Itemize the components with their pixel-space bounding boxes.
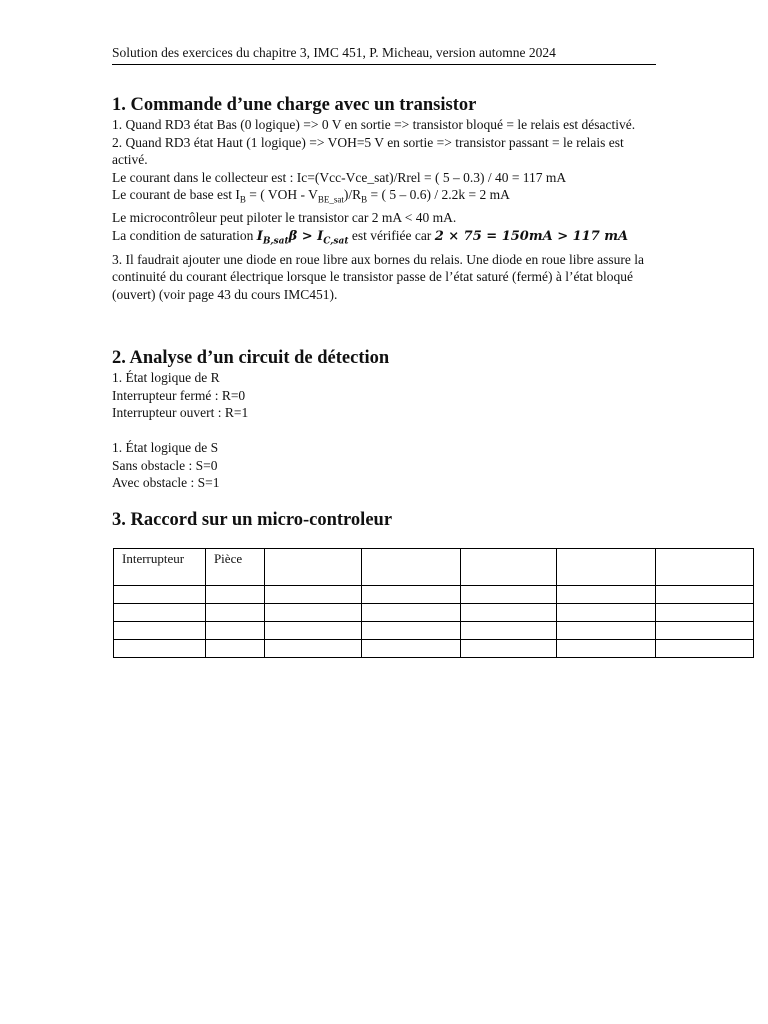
spacer xyxy=(112,422,657,440)
table-cell xyxy=(656,604,754,622)
table-cell xyxy=(264,549,361,586)
table-cell xyxy=(656,549,754,586)
table-cell xyxy=(460,604,557,622)
section-3 xyxy=(112,509,657,531)
s-obstacle: Avec obstacle : S=1 xyxy=(112,475,220,490)
r-closed: Interrupteur fermé : R=0 xyxy=(112,387,246,403)
table-cell xyxy=(361,604,460,622)
table-cell xyxy=(205,604,264,622)
answer-2: 2. Quand RD3 état Haut (1 logique) => VOH=5 V en sortie => transistor passant = le relais est activé. xyxy=(112,134,624,167)
r-open: Interrupteur ouvert : R=1 xyxy=(112,405,249,420)
micro-capability: Le microcontrôleur peut piloter le transistor car 2 mA < 40 mA. xyxy=(112,210,457,226)
table-row xyxy=(114,640,754,658)
table-cell xyxy=(361,586,460,604)
section-1 xyxy=(112,94,657,303)
answer-3: 3. Il faudrait ajouter une diode en roue libre aux bornes du relais. Une diode en roue libre assure la continuité du courant électrique lorsque le transistor passe de l’état saturé (fermé) à l’état bloqué (ouvert) (voir page 43 du cours IMC451). xyxy=(112,251,644,302)
answer-1: 1. Quand RD3 état Bas (0 logique) => 0 V en sortie => transistor bloqué = le relais est désactivé. xyxy=(112,117,636,132)
base-current: Le courant de base est $I_B$ = ( VOH - $V_{BE\_sat})/R_B$ = ( 5 – 0.6) / 2.2k = 2 mA xyxy=(112,187,510,205)
table-cell xyxy=(264,640,361,658)
table-cell xyxy=(361,549,460,586)
s-state-heading: 1. État logique de S xyxy=(112,440,219,455)
table-cell xyxy=(656,640,754,658)
table-cell xyxy=(460,549,557,586)
table-row xyxy=(114,586,754,604)
page-header: Solution des exercices du chapitre 3, IMC 451, P. Micheau, version automne 2024 xyxy=(112,45,656,65)
column-header-interrupteur: Interrupteur xyxy=(114,549,206,586)
column-header-piece: Pièce xyxy=(205,549,264,586)
table-row xyxy=(114,604,754,622)
table-cell xyxy=(264,622,361,640)
table-cell xyxy=(557,549,656,586)
collector-current: Le courant dans le collecteur est : Ic=(Vcc-Vce_sat)/Rrel = ( 5 – 0.3) / 40 = 117 mA xyxy=(112,169,567,185)
table-cell xyxy=(557,586,656,604)
saturation-check: 2 × 75 = 150mA > 117 mA xyxy=(434,228,629,244)
table-cell xyxy=(361,622,460,640)
table-cell xyxy=(264,604,361,622)
section-1-title: 1. Commande d’une charge avec un transistor xyxy=(112,95,477,115)
table-cell xyxy=(114,586,206,604)
table-cell xyxy=(460,586,557,604)
table-cell xyxy=(114,640,206,658)
table-row xyxy=(114,622,754,640)
table-cell xyxy=(460,640,557,658)
table-header-row xyxy=(114,549,754,586)
s-no-obstacle: Sans obstacle : S=0 xyxy=(112,457,218,473)
table-cell xyxy=(361,640,460,658)
table-cell xyxy=(656,622,754,640)
table-cell xyxy=(264,586,361,604)
table-cell xyxy=(114,622,206,640)
table-cell xyxy=(557,622,656,640)
connection-table xyxy=(113,548,754,658)
table-cell xyxy=(557,640,656,658)
section-2-title: 2. Analyse d’un circuit de détection xyxy=(112,348,390,368)
table-cell xyxy=(557,604,656,622)
table-cell xyxy=(205,586,264,604)
section-3-title: 3. Raccord sur un micro-controleur xyxy=(112,510,393,530)
table-cell xyxy=(656,586,754,604)
r-state-heading: 1. État logique de R xyxy=(112,370,220,385)
table-cell xyxy=(205,640,264,658)
saturation-formula: $I_{B,sat}\beta > I_{C,sat}$ xyxy=(256,228,349,247)
table-cell xyxy=(460,622,557,640)
saturation-condition: La condition de saturation $I_{B,sat}\beta > I_{C,sat}$ est vérifiée car 2 × 75 = 150mA > 117 mA xyxy=(112,227,629,247)
table-cell xyxy=(114,604,206,622)
section-2 xyxy=(112,347,657,492)
table-cell xyxy=(205,622,264,640)
